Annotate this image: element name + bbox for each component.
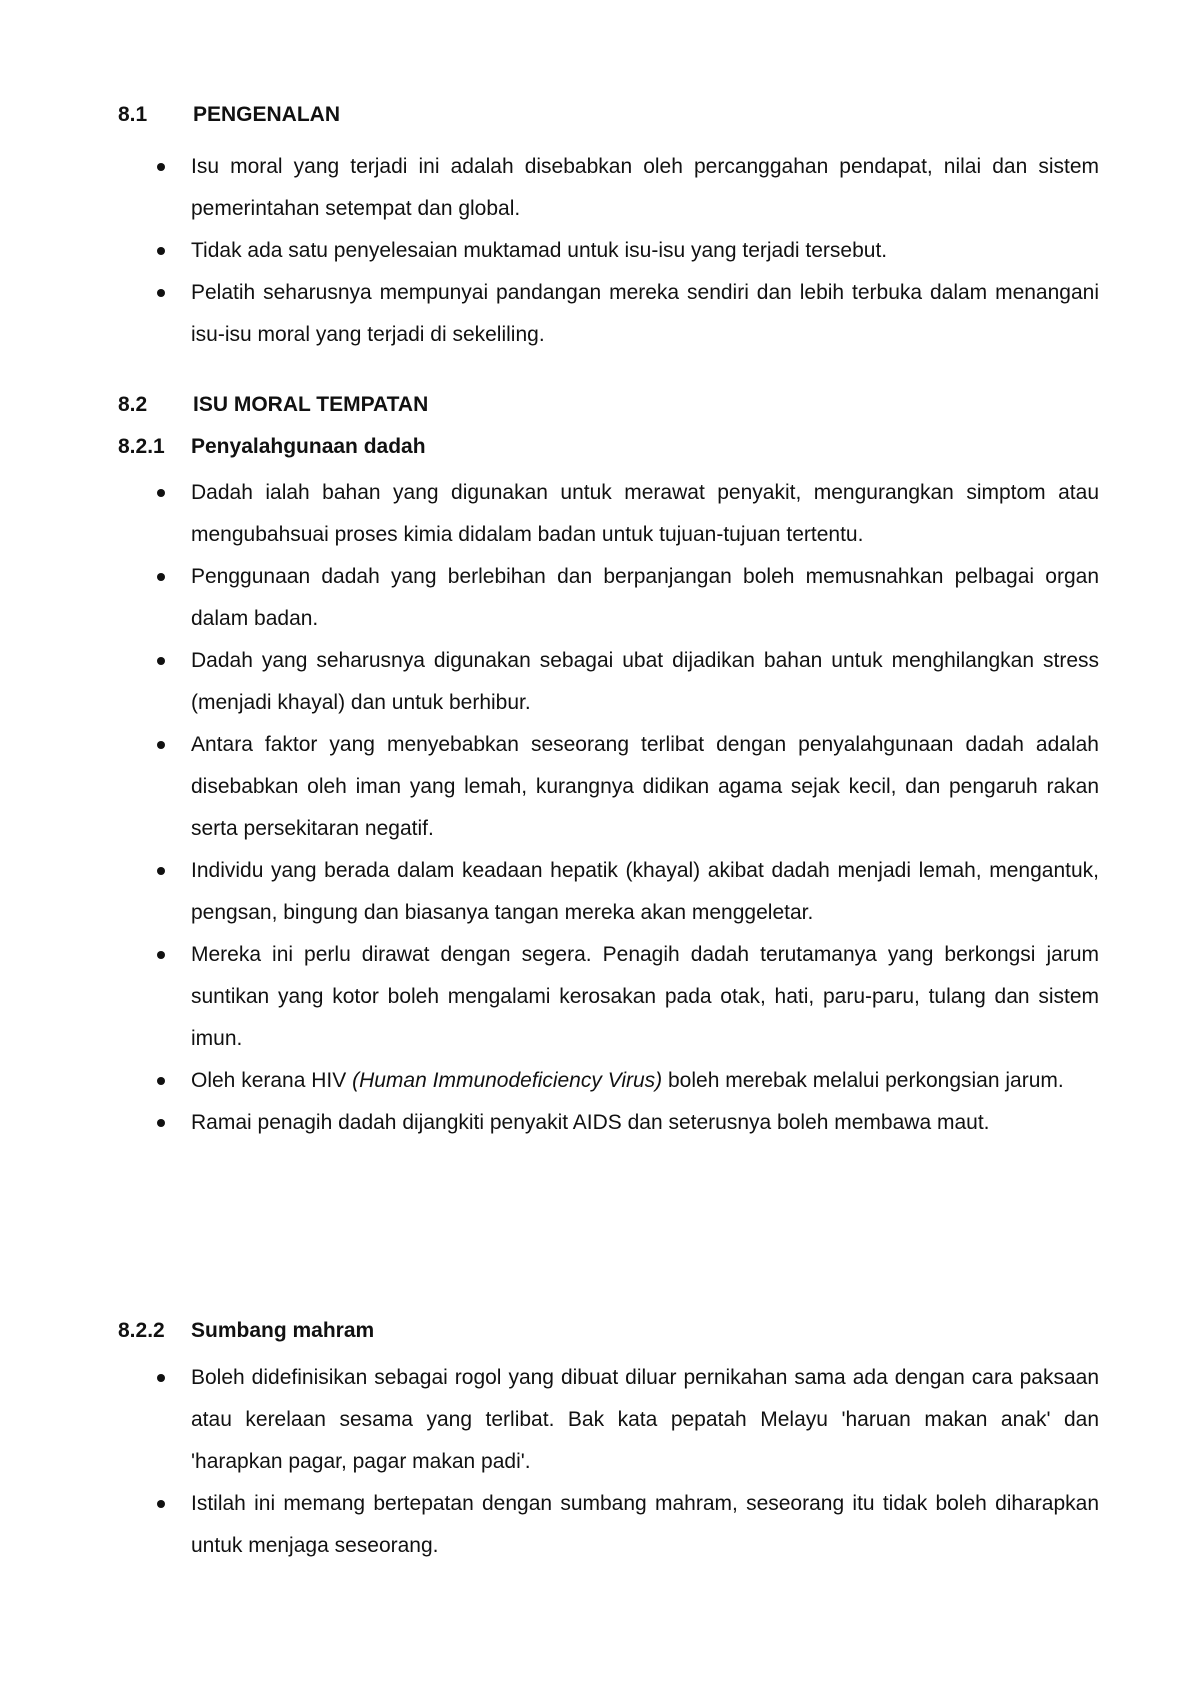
section-title: PENGENALAN (193, 103, 341, 126)
list-item: Pelatih seharusnya mempunyai pandangan mereka sendiri dan lebih terbuka dalam menangani isu-isu moral yang terjadi di sekeliling. (0, 272, 1099, 356)
section-number: 8.1 (118, 103, 148, 126)
bullet-icon (157, 1374, 165, 1382)
bullet-icon (157, 163, 165, 171)
section-title: Penyalahgunaan dadah (191, 435, 426, 458)
list-item: Dadah yang seharusnya digunakan sebagai ubat dijadikan bahan untuk menghilangkan stress (menjadi khayal) dan untuk berhibur. (0, 640, 1099, 724)
section-heading-8-1 (118, 102, 340, 128)
subsection-heading-8-2-2 (118, 1318, 374, 1344)
section-number: 8.2 (118, 393, 148, 416)
section-number: 8.2.2 (118, 1319, 165, 1342)
list-item: Dadah ialah bahan yang digunakan untuk merawat penyakit, mengurangkan simptom atau mengubahsuai proses kimia didalam badan untuk tujuan-tujuan tertentu. (0, 472, 1099, 556)
list-item: Boleh didefinisikan sebagai rogol yang dibuat diluar pernikahan sama ada dengan cara paksaan atau kerelaan sesama yang terlibat. Bak kata pepatah Melayu 'haruan makan anak' dan 'harapkan pagar, pagar makan padi'. (0, 1357, 1099, 1483)
list-item: Antara faktor yang menyebabkan seseorang terlibat dengan penyalahgunaan dadah adalah disebabkan oleh iman yang lemah, kurangnya didikan agama sejak kecil, dan pengaruh rakan serta persekitaran negatif. (0, 724, 1099, 850)
bullet-icon (157, 1500, 165, 1508)
bullet-list-8-2-2 (0, 1357, 1099, 1567)
bullet-list-8-1 (0, 146, 1099, 356)
bullet-list-8-2-1 (0, 472, 1099, 1144)
list-item: Mereka ini perlu dirawat dengan segera. Penagih dadah terutamanya yang berkongsi jarum suntikan yang kotor boleh mengalami kerosakan pada otak, hati, paru-paru, tulang dan sistem imun. (0, 934, 1099, 1060)
bullet-icon (157, 867, 165, 875)
list-item: Ramai penagih dadah dijangkiti penyakit AIDS dan seterusnya boleh membawa maut. (0, 1102, 1099, 1144)
list-item: Isu moral yang terjadi ini adalah disebabkan oleh percanggahan pendapat, nilai dan sistem pemerintahan setempat dan global. (0, 146, 1099, 230)
bullet-icon (157, 573, 165, 581)
list-item: Tidak ada satu penyelesaian muktamad untuk isu-isu yang terjadi tersebut. (0, 230, 1099, 272)
subsection-heading-8-2-1 (118, 434, 426, 460)
list-item: Penggunaan dadah yang berlebihan dan berpanjangan boleh memusnahkan pelbagai organ dalam badan. (0, 556, 1099, 640)
section-title: ISU MORAL TEMPATAN (193, 393, 429, 416)
section-heading-8-2 (118, 392, 428, 418)
list-item: Istilah ini memang bertepatan dengan sumbang mahram, seseorang itu tidak boleh diharapkan untuk menjaga seseorang. (0, 1483, 1099, 1567)
list-item: Oleh kerana HIV (Human Immunodeficiency Virus) boleh merebak melalui perkongsian jarum. (0, 1060, 1099, 1102)
bullet-icon (157, 1077, 165, 1085)
section-title: Sumbang mahram (191, 1319, 375, 1342)
bullet-icon (157, 247, 165, 255)
bullet-icon (157, 657, 165, 665)
bullet-icon (157, 289, 165, 297)
bullet-icon (157, 741, 165, 749)
section-number: 8.2.1 (118, 435, 165, 458)
list-item: Individu yang berada dalam keadaan hepatik (khayal) akibat dadah menjadi lemah, mengantuk, pengsan, bingung dan biasanya tangan mereka akan menggeletar. (0, 850, 1099, 934)
italic-term: (Human Immunodeficiency Virus) (352, 1069, 663, 1092)
bullet-icon (157, 951, 165, 959)
bullet-icon (157, 489, 165, 497)
bullet-icon (157, 1119, 165, 1127)
